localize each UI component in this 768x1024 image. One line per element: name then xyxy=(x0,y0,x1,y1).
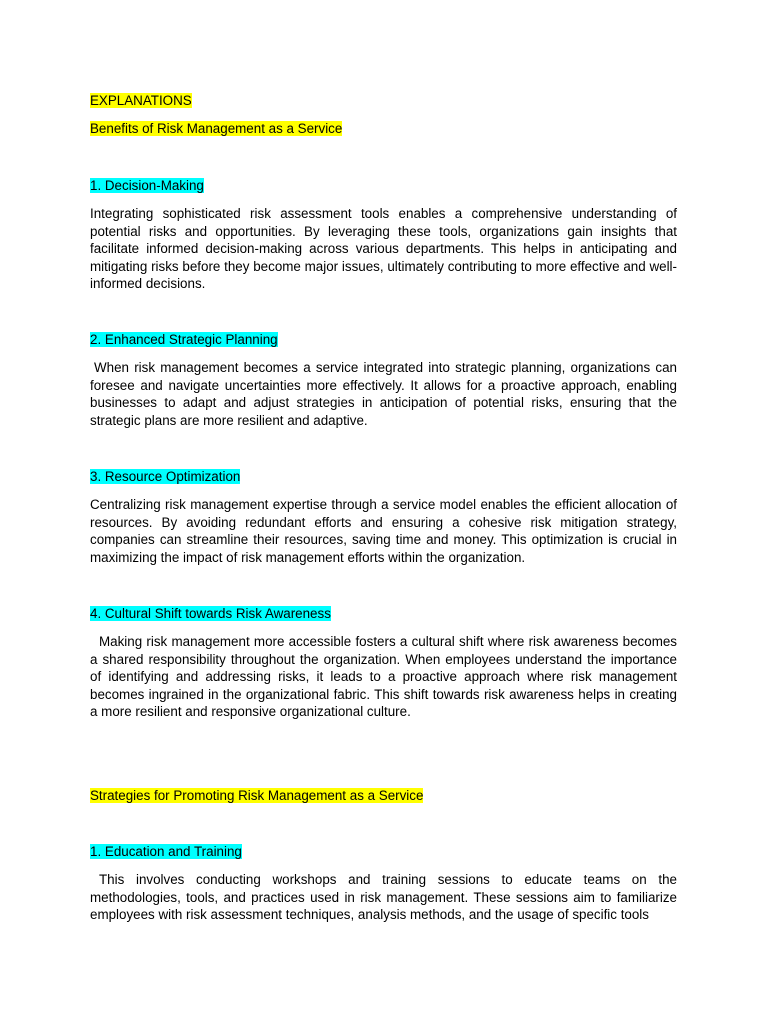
strategy-heading-text: 1. Education and Training xyxy=(90,844,242,859)
benefit-body-cultural-shift: Making risk management more accessible fosters a cultural shift where risk awareness becomes a shared responsibility throughout the organization. When employees understand the importance of identifying and addressing risks, it leads to a proactive approach where risk management becomes ingrained in the organizational fabric. This shift towards risk awareness helps in creating a more resilient and responsive organizational culture. xyxy=(90,634,677,720)
benefit-heading-resource-optimization xyxy=(90,468,240,486)
benefit-body-resource-optimization: Centralizing risk management expertise through a service model enables the efficient allocation of resources. By avoiding redundant efforts and ensuring a cohesive risk mitigation strategy, companies can streamline their resources, saving time and money. This optimization is crucial in maximizing the impact of risk management efforts within the organization. xyxy=(90,497,677,565)
strategies-section-heading-text: Strategies for Promoting Risk Management as a Service xyxy=(90,788,424,803)
benefit-heading-strategic-planning xyxy=(90,331,278,349)
benefits-section-heading-text: Benefits of Risk Management as a Service xyxy=(90,121,343,136)
benefit-heading-text: 1. Decision-Making xyxy=(90,178,204,193)
strategies-section-heading xyxy=(90,787,423,805)
strategy-body-education-training: This involves conducting workshops and training sessions to educate teams on the methodologies, tools, and practices used in risk management. These sessions aim to familiarize employees with risk assessment techniques, analysis methods, and the usage of specific tools xyxy=(90,872,677,923)
benefit-heading-cultural-shift xyxy=(90,605,331,623)
benefit-heading-text: 3. Resource Optimization xyxy=(90,469,241,484)
strategy-heading-education-training xyxy=(90,843,242,861)
benefit-body-strategic-planning: When risk management becomes a service integrated into strategic planning, organizations can foresee and navigate uncertainties more effectively. It allows for a proactive approach, enabling businesses to adapt and adjust strategies in anticipation of potential risks, ensuring that the strategic plans are more resilient and adaptive. xyxy=(90,360,677,428)
explanations-heading xyxy=(90,92,192,110)
benefit-heading-text: 2. Enhanced Strategic Planning xyxy=(90,332,278,347)
benefit-heading-text: 4. Cultural Shift towards Risk Awareness xyxy=(90,606,331,621)
benefit-body-decision-making: Integrating sophisticated risk assessment tools enables a comprehensive understanding of potential risks and opportunities. By leveraging these tools, organizations gain insights that facilitate informed decision-making across various departments. This helps in anticipating and mitigating risks before they become major issues, ultimately contributing to more effective and well-informed decisions. xyxy=(90,206,677,292)
benefit-heading-decision-making xyxy=(90,177,204,195)
benefits-section-heading xyxy=(90,120,342,138)
explanations-heading-text: EXPLANATIONS xyxy=(90,93,192,108)
